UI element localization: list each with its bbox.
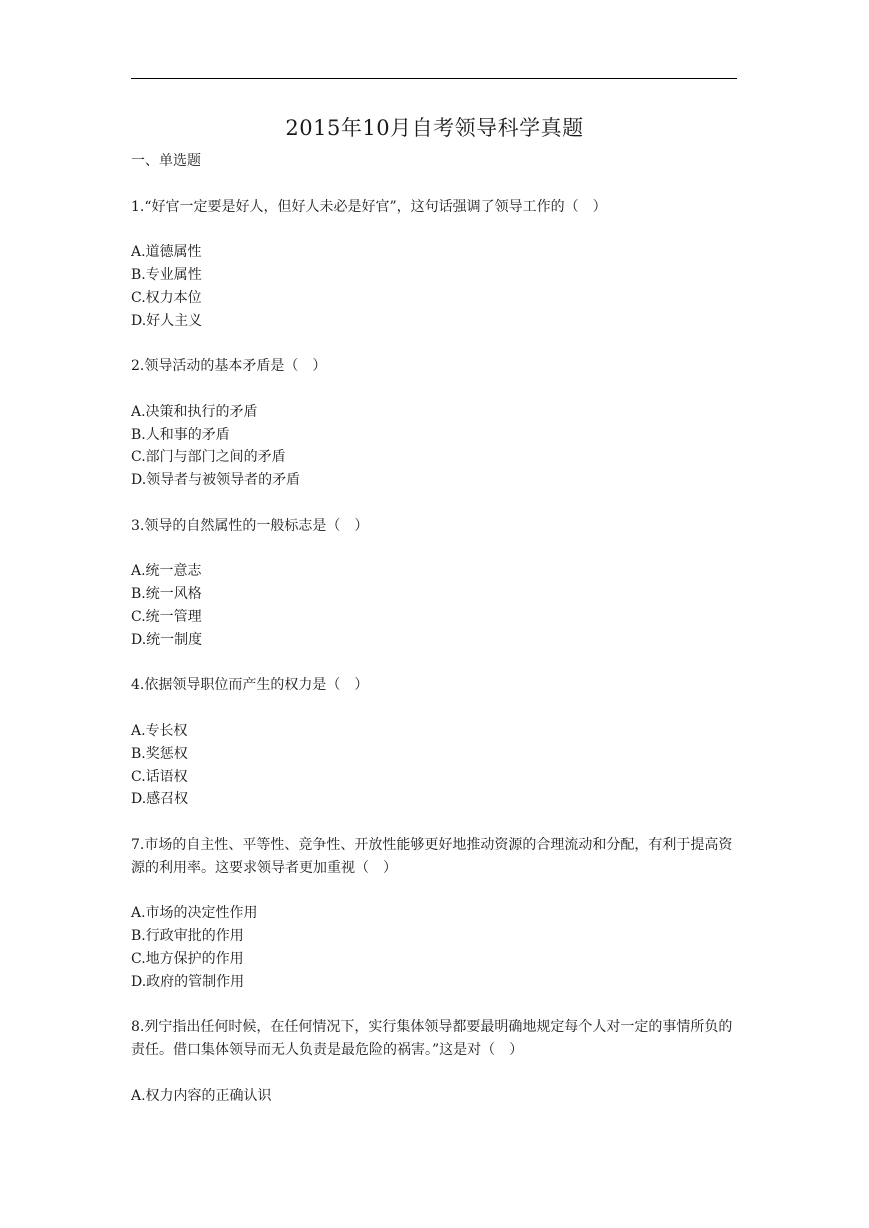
question-stem: 7.市场的自主性、平等性、竞争性、开放性能够更好地推动资源的合理流动和分配，有利于提高资源的利用率。这要求领导者更加重视（ ） (131, 836, 733, 876)
section-heading: 一、单选题 (131, 153, 201, 169)
option-d: D.好人主义 (131, 312, 203, 329)
option-d: D.统一制度 (131, 631, 203, 648)
option-d: D.感召权 (131, 791, 189, 808)
question-8 (131, 1016, 739, 1107)
option-b: B.专业属性 (131, 266, 202, 283)
header-rule (131, 78, 737, 79)
option-b: B.人和事的矛盾 (131, 426, 230, 443)
question-stem: 1.“好官一定要是好人，但好人未必是好官”，这句话强调了领导工作的（ ） (131, 198, 607, 215)
document-body (131, 150, 739, 1130)
option-b: B.行政审批的作用 (131, 928, 244, 945)
question-stem: 2.领导活动的基本矛盾是（ ） (131, 358, 327, 375)
option-c: C.话语权 (131, 768, 188, 785)
question-1 (131, 196, 739, 333)
option-a: A.决策和执行的矛盾 (131, 403, 258, 420)
option-d: D.领导者与被领导者的矛盾 (131, 472, 301, 489)
option-d: D.政府的管制作用 (131, 973, 245, 990)
option-a: A.市场的决定性作用 (131, 905, 258, 922)
question-stem: 4.依据领导职位而产生的权力是（ ） (131, 677, 369, 694)
option-a: A.权力内容的正确认识 (131, 1087, 272, 1104)
option-a: A.道德属性 (131, 244, 202, 261)
option-c: C.权力本位 (131, 289, 202, 306)
option-a: A.专长权 (131, 722, 188, 739)
question-2 (131, 355, 739, 492)
option-c: C.地方保护的作用 (131, 950, 244, 967)
question-4 (131, 674, 739, 811)
question-stem: 8.列宁指出任何时候，在任何情况下，实行集体领导都要最明确地规定每个人对一定的事情所负的责任。借口集体领导而无人负责是最危险的祸害。”这是对（ ） (131, 1019, 733, 1059)
option-b: B.统一风格 (131, 586, 202, 603)
option-c: C.部门与部门之间的矛盾 (131, 449, 286, 466)
option-a: A.统一意志 (131, 563, 202, 580)
question-3 (131, 515, 739, 652)
question-7 (131, 834, 739, 994)
document-title: 2015年10月自考领导科学真题 (285, 116, 584, 140)
option-c: C.统一管理 (131, 608, 202, 625)
question-stem: 3.领导的自然属性的一般标志是（ ） (131, 517, 369, 534)
option-b: B.奖惩权 (131, 745, 188, 762)
